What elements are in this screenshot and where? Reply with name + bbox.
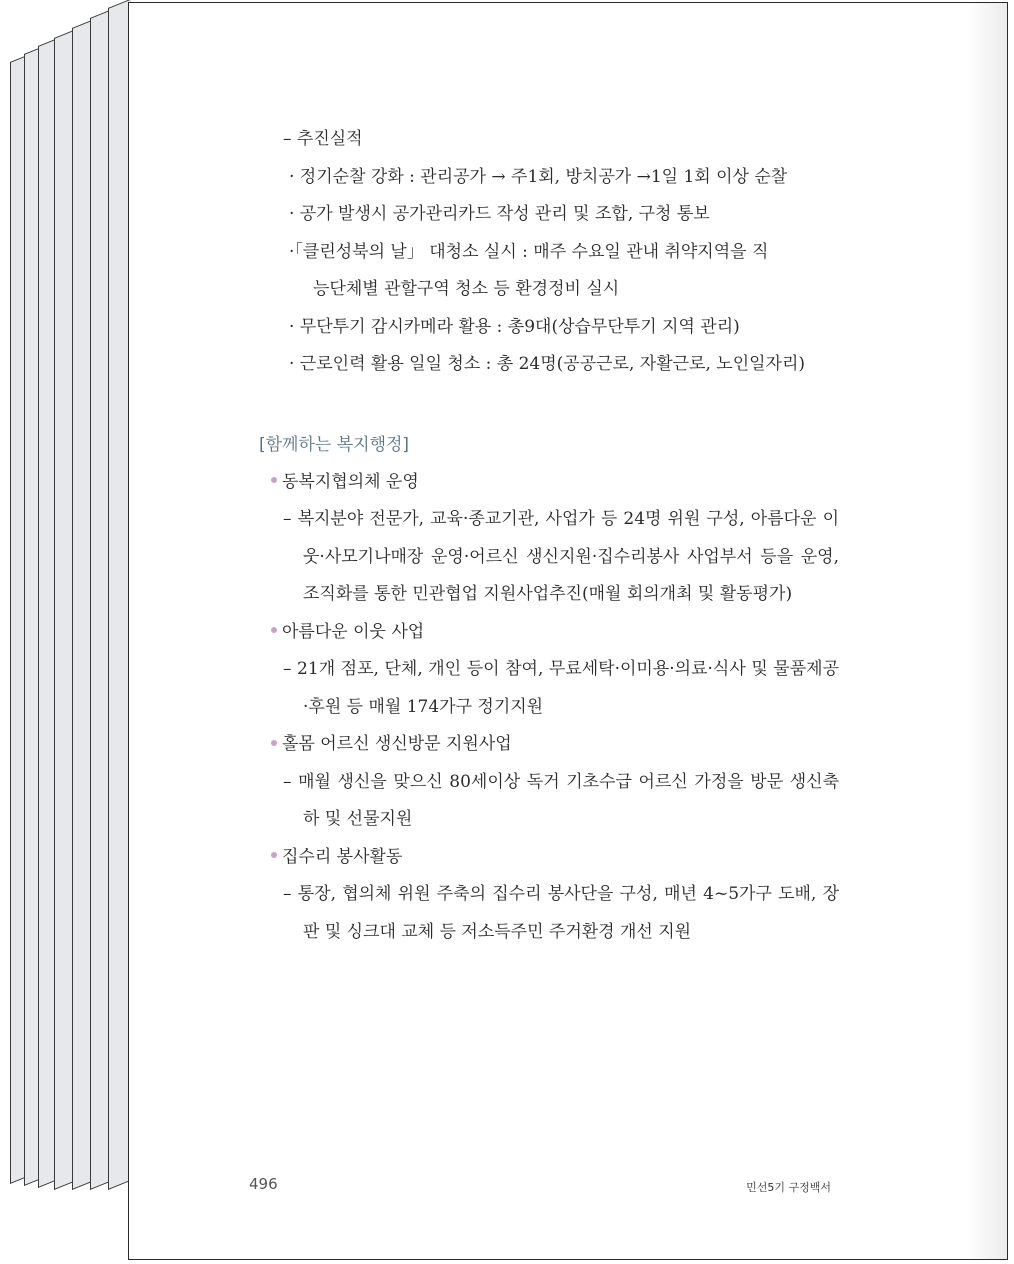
book-title: 민선5기 구정백서: [746, 1181, 831, 1194]
bullet-heading: [259, 614, 839, 652]
bullet-dot-icon: [271, 627, 277, 633]
book-page: [128, 2, 1008, 1260]
bullet-heading: [259, 464, 839, 502]
bullet-heading-text: 홀몸 어르신 생신방문 지원사업: [282, 734, 512, 754]
bullet-dot-icon: [271, 852, 277, 858]
bullet-heading-text: 아름다운 이웃 사업: [282, 621, 425, 642]
result-item: · 근로인력 활용 일일 청소 : 총 24명(공공근로, 자활근로, 노인일자리): [289, 354, 806, 374]
bullet-detail: – 21개 점포, 단체, 개인 등이 참여, 무료세탁·이미용·의료·식사 및 물품제공·후원 등 매월 174가구 정기지원: [283, 659, 839, 717]
bullet-dot-icon: [271, 477, 277, 483]
page-content: [259, 121, 839, 951]
section-title: [함께하는 복지행정]: [259, 434, 410, 455]
bullet-heading-text: 동복지협의체 운영: [282, 471, 419, 492]
results-heading: – 추진실적: [283, 129, 363, 149]
bullet-detail: – 매월 생신을 맞으신 80세이상 독거 기초수급 어르신 가정을 방문 생신축하 및 선물지원: [283, 771, 839, 829]
result-item-line: ·「클린성북의 날」 대청소 실시 : 매주 수요일 관내 취약지역을 직: [289, 241, 769, 262]
page-number: 496: [249, 1175, 278, 1193]
result-item: [259, 234, 839, 309]
result-item: · 무단투기 감시카메라 활용 : 총9대(상습무단투기 지역 관리): [289, 316, 740, 337]
bullet-detail: – 복지분야 전문가, 교육·종교기관, 사업가 등 24명 위원 구성, 아름다운 이웃·사모기나매장 운영·어르신 생신지원·집수리봉사 사업부서 등을 운영, 조직화를 통한 민관협업 지원사업추진(매월 회의개최 및 활동평가): [283, 509, 839, 604]
result-item-continuation: 능단체별 관할구역 청소 등 환경정비 실시: [313, 279, 620, 299]
bullet-detail: – 통장, 협의체 위원 주축의 집수리 봉사단을 구성, 매년 4~5가구 도배, 장판 및 싱크대 교체 등 저소득주민 주거환경 개선 지원: [283, 884, 839, 942]
page-shade: [967, 3, 1007, 1259]
bullet-heading: [259, 839, 839, 877]
result-item: · 정기순찰 강화 : 관리공가 → 주1회, 방치공가 →1일 1회 이상 순찰: [289, 166, 788, 187]
bullet-heading: [259, 726, 839, 764]
bullet-heading-text: 집수리 봉사활동: [282, 846, 403, 867]
result-item: · 공가 발생시 공가관리카드 작성 관리 및 조합, 구청 통보: [289, 204, 710, 224]
bullet-dot-icon: [271, 740, 277, 746]
